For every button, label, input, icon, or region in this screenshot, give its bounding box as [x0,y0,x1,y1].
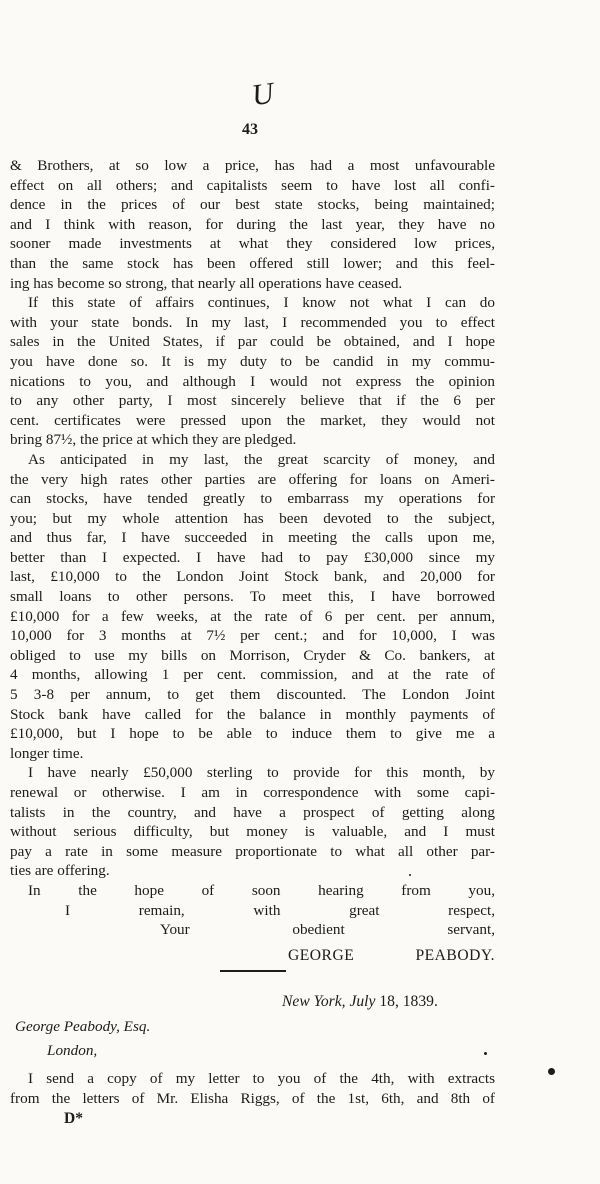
handwritten-mark: U [249,76,276,113]
closing-line: In the hope of soon hearing from you, [28,881,495,899]
body-line: As anticipated in my last, the great scarcity of money, and [28,450,495,468]
body-line: and I think with reason, for during the last year, they have no [10,215,495,233]
body-line: obliged to use my bills on Morrison, Cryder & Co. bankers, at [10,646,495,664]
body-line: If this state of affairs continues, I know not what I can do [28,294,495,312]
body-line: I have nearly £50,000 sterling to provide for this month, by [28,764,495,782]
body-line: pay a rate in some measure proportionate to what all other par- [10,842,495,860]
body-line: without serious difficulty, but money is valuable, and I must [10,823,495,841]
ink-speck [548,1068,555,1075]
body-line: sales in the United States, if par could be obtained, and I hope [10,333,495,351]
dateline [282,993,438,1011]
body-line: 4 months, allowing 1 per cent. commission, and at the rate of [10,666,495,684]
body-line: ties are offering. [10,862,110,880]
signature: GEORGE PEABODY. [288,946,495,964]
body-line: ing has become so strong, that nearly all operations have ceased. [10,274,403,292]
page-number: 43 [242,121,258,138]
body-line: small loans to other persons. To meet this, I have borrowed [10,588,495,606]
body-line: longer time. [10,744,84,762]
body-line: last, £10,000 to the London Joint Stock bank, and 20,000 for [10,568,495,586]
body-line: better than I expected. I have had to pay £30,000 since my [10,548,495,566]
body-line: I send a copy of my letter to you of the 4th, with extracts [28,1070,495,1087]
closing-line: I remain, with great respect, [65,901,495,919]
body-line: Stock bank have called for the balance in monthly payments of [10,705,495,723]
body-line: from the letters of Mr. Elisha Riggs, of the 1st, 6th, and 8th of [10,1089,495,1107]
letter2-body [10,1069,495,1108]
body-line: with your state bonds. In my last, I recommended you to effect [10,313,495,331]
section-divider [220,970,286,972]
body-line: effect on all others; and capitalists seem to have lost all confi- [10,176,495,194]
body-line: 5 3-8 per annum, to get them discounted. The London Joint [10,686,495,704]
body-line: & Brothers, at so low a price, has had a most unfavourable [10,157,495,174]
body-line: can stocks, have tended greatly to embarrass my operations for [10,490,495,508]
body-line: the very high rates other parties are offering for loans on Ameri- [10,470,495,488]
closing-line: Your obedient servant, [160,921,495,939]
body-line: nications to you, and although I would not express the opinion [10,372,495,390]
body-line: dence in the prices of our best state stocks, being maintained; [10,196,495,214]
body-line: talists in the country, and have a prospect of getting along [10,803,495,821]
body-line: you have done so. It is my duty to be candid in my commu- [10,352,495,370]
ink-speck [484,1052,487,1055]
addressee: George Peabody, Esq. [15,1018,151,1035]
signature-mark: D* [64,1110,83,1127]
body-line: £10,000, but I hope to be able to induce them to give me a [10,725,495,743]
body-line: £10,000 for a few weeks, at the rate of 6 per cent. per annum, [10,607,495,625]
dateline-month: July [349,993,376,1010]
body-line: than the same stock has been offered still lower; and this feel- [10,254,495,272]
body-line: you; but my whole attention has been devoted to the subject, [10,509,495,527]
letter-body [10,156,495,965]
body-line: to any other party, I most sincerely believe that if the 6 per [10,392,495,410]
body-line: 10,000 for 3 months at 7½ per cent.; and for 10,000, I was [10,627,495,645]
ink-speck [409,874,411,876]
body-line: and thus far, I have succeeded in meeting the calls upon me, [10,529,495,547]
body-line: bring 87½, the price at which they are pledged. [10,431,297,449]
body-line: sooner made investments at what they considered low prices, [10,235,495,253]
addressee-city: London, [47,1042,98,1059]
body-line: cent. certificates were pressed upon the market, they would not [10,411,495,429]
dateline-place: New York, [282,993,346,1010]
dateline-day: 18, 1839. [379,993,438,1010]
body-line: renewal or otherwise. I am in correspondence with some capi- [10,784,495,801]
